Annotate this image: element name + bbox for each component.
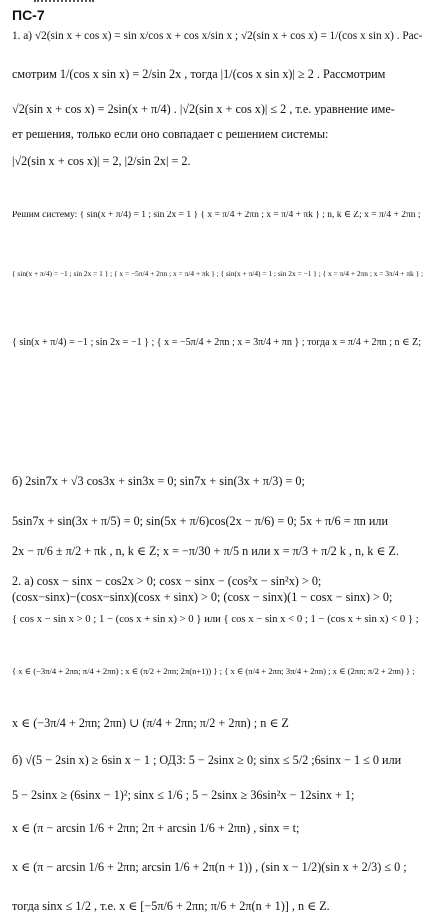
text-line: { sin(x + π/4) = −1 ; sin 2x = 1 } ; { x = −5π/4 + 2πn ; x = π/4 + πk } ; { sin(x + π/4) = 1 ; sin 2x = −1 } ; { x = π/4 + 2πn ; x = 3π/4 + πk } ; — [12, 270, 424, 278]
text-line: x ∈ (π − arcsin 1/6 + 2πn; arcsin 1/6 + 2π(n + 1)) , (sin x − 1/2)(sin x + 2/3) ≤ 0 ; — [12, 861, 407, 874]
text-line: (cosx−sinx)−(cosx−sinx)(cosx + sinx) > 0; (cosx − sinx)(1 − cosx − sinx) > 0; — [12, 591, 393, 604]
text-line: { x ∈ (−3π/4 + 2πn; π/4 + 2πn) ; x ∈ (π/2 + 2πn; 2π(n+1)) } ; { x ∈ (π/4 + 2πn; 3π/4 + 2πn) ; x ∈ (2πn; π/2 + 2πn) } ; — [12, 667, 415, 676]
cropped-top-edge — [34, 0, 94, 6]
page-title: ПС-7 — [12, 7, 45, 23]
text-line: тогда sinx ≤ 1/2 , т.е. x ∈ [−5π/6 + 2πn; π/6 + 2π(n + 1)] , n ∈ Z. — [12, 900, 330, 913]
text-line: √2(sin x + cos x) = 2sin(x + π/4) . |√2(sin x + cos x)| ≤ 2 , т.е. уравнение име- — [12, 103, 395, 116]
text-line: 2. а) cosx − sinx − cos2x > 0; cosx − sinx − (cos²x − sin²x) > 0; — [12, 575, 322, 588]
text-line: Решим систему: { sin(x + π/4) = 1 ; sin 2x = 1 } { x = π/4 + 2πn ; x = π/4 + πk } ; n, k ∈ Z; x = π/4 + 2πn ; — [12, 211, 421, 220]
text-line: 5sin7x + sin(3x + π/5) = 0; sin(5x + π/6)cos(2x − π/6) = 0; 5x + π/6 = πn или — [12, 515, 389, 528]
text-line: ет решения, только если оно совпадает с решением системы: — [12, 128, 329, 141]
text-line: б) √(5 − 2sin x) ≥ 6sin x − 1 ; ОДЗ: 5 − 2sinx ≥ 0; sinx ≤ 5/2 ;6sinx − 1 ≤ 0 или — [12, 754, 402, 767]
text-line: 5 − 2sinx ≥ (6sinx − 1)²; sinx ≤ 1/6 ; 5 − 2sinx ≥ 36sin²x − 12sinx + 1; — [12, 789, 355, 802]
text-line: 2x − π/6 ± π/2 + πk , n, k ∈ Z; x = −π/30 + π/5 n или x = π/3 + π/2 k , n, k ∈ Z. — [12, 545, 399, 558]
text-line: { cos x − sin x > 0 ; 1 − (cos x + sin x) > 0 } или { cos x − sin x < 0 ; 1 − (cos x + sin x) < 0 } ; — [12, 614, 419, 625]
blank-space — [0, 370, 436, 460]
text-line: 1. а) √2(sin x + cos x) = sin x/cos x + cos x/sin x ; √2(sin x + cos x) = 1/(cos x sin x) . Рас- — [12, 31, 423, 42]
text-line: смотрим 1/(cos x sin x) = 2/sin 2x , тогда |1/(cos x sin x)| ≥ 2 . Рассмотрим — [12, 68, 386, 81]
text-line: x ∈ (π − arcsin 1/6 + 2πn; 2π + arcsin 1/6 + 2πn) , sinx = t; — [12, 822, 300, 835]
text-line: x ∈ (−3π/4 + 2πn; 2πn) ∪ (π/4 + 2πn; π/2 + 2πn) ; n ∈ Z — [12, 717, 289, 730]
text-line: { sin(x + π/4) = −1 ; sin 2x = −1 } ; { x = −5π/4 + 2πn ; x = 3π/4 + πn } ; тогда x = π/4 + 2πn ; n ∈ Z; — [12, 338, 422, 348]
text-line: |√2(sin x + cos x)| = 2, |2/sin 2x| = 2. — [12, 155, 191, 168]
text-line: б) 2sin7x + √3 cos3x + sin3x = 0; sin7x + sin(3x + π/3) = 0; — [12, 475, 305, 488]
